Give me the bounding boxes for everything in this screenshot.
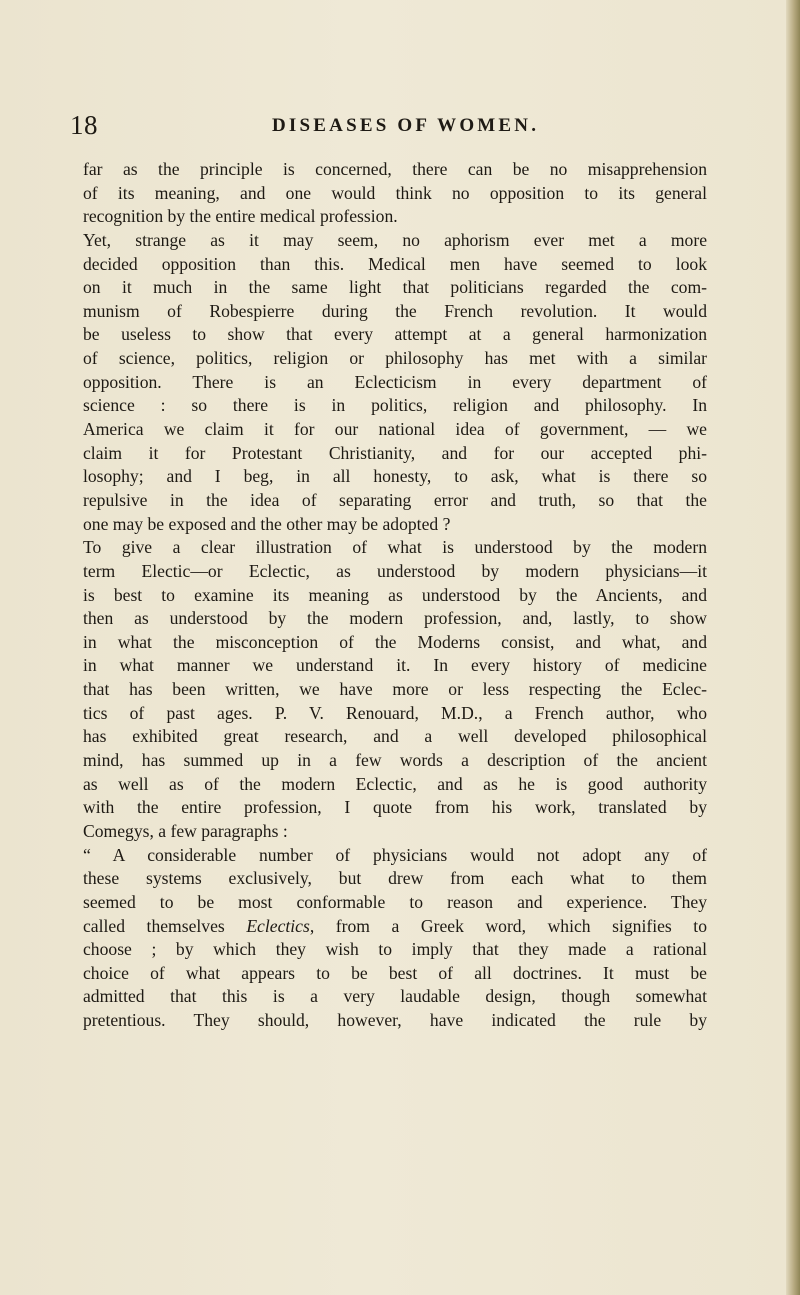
text-line: Yet, strange as it may seem, no aphorism ever met a more	[83, 229, 707, 250]
text-line: decided opposition than this. Medical men have seemed to look	[83, 253, 707, 274]
text-line: opposition. There is an Eclecticism in every department of	[83, 371, 707, 392]
text-line: choose ; by which they wish to imply that they made a rational	[83, 939, 707, 960]
text-line: called themselves Eclectics, from a Greek word, which signifies to	[83, 915, 707, 936]
text-line: in what the misconception of the Moderns consist, and what, and	[83, 631, 707, 652]
text-line: seemed to be most conformable to reason and experience. They	[83, 891, 707, 912]
text-line: as well as of the modern Eclectic, and as he is good authority	[83, 773, 707, 794]
text-line: then as understood by the modern profession, and, lastly, to show	[83, 608, 707, 629]
text-line: repulsive in the idea of separating error and truth, so that the	[83, 489, 707, 510]
italic-term: Eclectics	[246, 915, 310, 936]
text-line: of its meaning, and one would think no opposition to its general	[83, 182, 707, 203]
page-number: 18	[70, 110, 98, 140]
text-line: pretentious. They should, however, have indicated the rule by	[83, 1010, 707, 1031]
text-line: term Electic—or Eclectic, as understood by modern physicians—it	[83, 560, 707, 581]
text-line: with the entire profession, I quote from his work, translated by	[83, 797, 707, 818]
text-line: recognition by the entire medical profession.	[83, 206, 398, 227]
text-line: science : so there is in politics, religion and philosophy. In	[83, 395, 707, 416]
text-line: admitted that this is a very laudable design, though somewhat	[83, 986, 707, 1007]
text-line: in what manner we understand it. In every history of medicine	[83, 655, 707, 676]
page-edge-shadow	[786, 0, 800, 1295]
text-line: claim it for Protestant Christianity, and for our accepted phi-	[83, 442, 707, 463]
text-line: has exhibited great research, and a well developed philosophical	[83, 726, 707, 747]
text-line: mind, has summed up in a few words a description of the ancient	[83, 750, 707, 771]
page-header	[70, 110, 730, 140]
body-text	[83, 158, 707, 1033]
text-line: that has been written, we have more or less respecting the Eclec-	[83, 679, 707, 700]
text-line: on it much in the same light that politicians regarded the com-	[83, 277, 707, 298]
text-line: these systems exclusively, but drew from each what to them	[83, 868, 707, 889]
text-line: choice of what appears to be best of all doctrines. It must be	[83, 962, 707, 983]
text-line: be useless to show that every attempt at a general harmonization	[83, 324, 707, 345]
text-line: losophy; and I beg, in all honesty, to ask, what is there so	[83, 466, 707, 487]
text-line: “ A considerable number of physicians would not adopt any of	[83, 844, 707, 865]
text-line: America we claim it for our national idea of government, — we	[83, 419, 707, 440]
text-line: one may be exposed and the other may be adopted ?	[83, 513, 451, 534]
text-line: Comegys, a few paragraphs :	[83, 820, 288, 841]
text-line: is best to examine its meaning as understood by the Ancients, and	[83, 584, 707, 605]
text-line: far as the principle is concerned, there can be no misapprehension	[83, 159, 707, 179]
text-line: To give a clear illustration of what is understood by the modern	[83, 537, 707, 558]
running-head: DISEASES OF WOMEN.	[272, 115, 540, 136]
text-line: of science, politics, religion or philosophy has met with a similar	[83, 348, 707, 369]
text-line: tics of past ages. P. V. Renouard, M.D., a French author, who	[83, 702, 707, 723]
text-line: munism of Robespierre during the French revolution. It would	[83, 300, 707, 321]
